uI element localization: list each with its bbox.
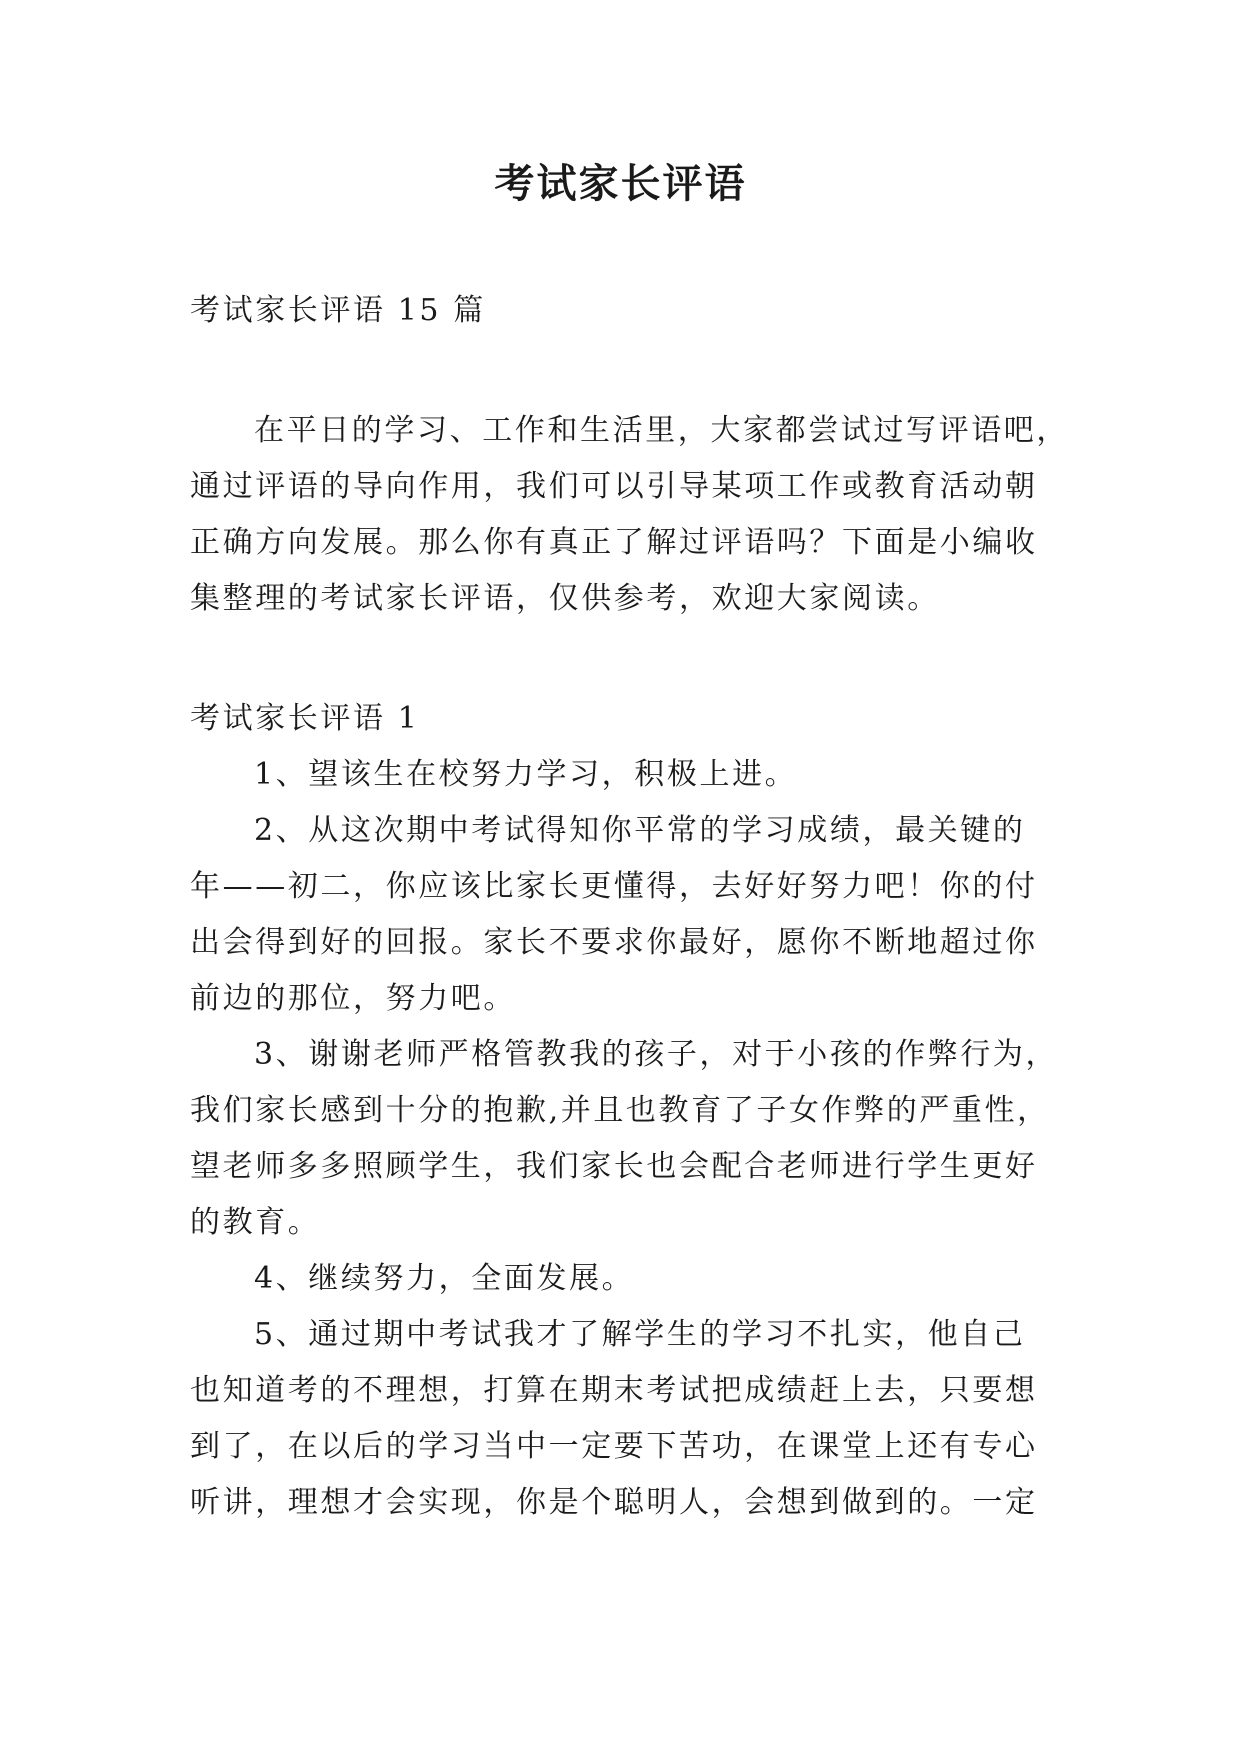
comment-item-4 [190,1251,1060,1307]
comment-line: 年——初二，你应该比家长更懂得，去好好努力吧！你的付 [190,869,1038,904]
comment-line: 我们家长感到十分的抱歉,并且也教育了子女作弊的严重性， [190,1093,1050,1128]
spacer [190,339,1060,403]
subtitle: 考试家长评语 15 篇 [190,293,486,328]
comment-line: 3、谢谢老师严格管教我的孩子，对于小孩的作弊行为， [254,1037,1059,1072]
comment-line: 前边的那位，努力吧。 [190,981,516,1016]
page-title: 考试家长评语 [494,160,747,207]
comment-line: 听讲，理想才会实现，你是个聪明人，会想到做到的。一定 [190,1485,1038,1520]
comment-line: 2、从这次期中考试得知你平常的学习成绩，最关键的 [254,813,1026,848]
comment-line: 4、继续努力，全面发展。 [254,1261,635,1296]
comment-item-3 [190,1027,1060,1251]
comment-line: 5、通过期中考试我才了解学生的学习不扎实，他自己 [254,1317,1026,1352]
spacer [190,627,1060,691]
comment-item-2 [190,803,1060,1027]
comment-line: 望老师多多照顾学生，我们家长也会配合老师进行学生更好 [190,1149,1038,1184]
comment-line: 也知道考的不理想，打算在期末考试把成绩赶上去，只要想 [190,1373,1038,1408]
intro-line: 集整理的考试家长评语，仅供参考，欢迎大家阅读。 [190,581,940,616]
section-heading: 考试家长评语 1 [190,701,420,736]
comment-item-1 [190,747,1060,803]
comment-item-5 [190,1307,1060,1531]
intro-line: 在平日的学习、工作和生活里，大家都尝试过写评语吧， [254,413,1069,448]
comment-line: 出会得到好的回报。家长不要求你最好，愿你不断地超过你 [190,925,1038,960]
document-body [190,283,1069,1531]
comment-line: 到了，在以后的学习当中一定要下苦功，在课堂上还有专心 [190,1429,1038,1464]
comment-line: 1、望该生在校努力学习，积极上进。 [254,757,798,792]
comment-line: 的教育。 [190,1205,321,1240]
intro-line: 正确方向发展。那么你有真正了解过评语吗？下面是小编收 [190,525,1038,560]
intro-paragraph [190,403,1069,627]
intro-line: 通过评语的导向作用，我们可以引导某项工作或教育活动朝 [190,469,1038,504]
